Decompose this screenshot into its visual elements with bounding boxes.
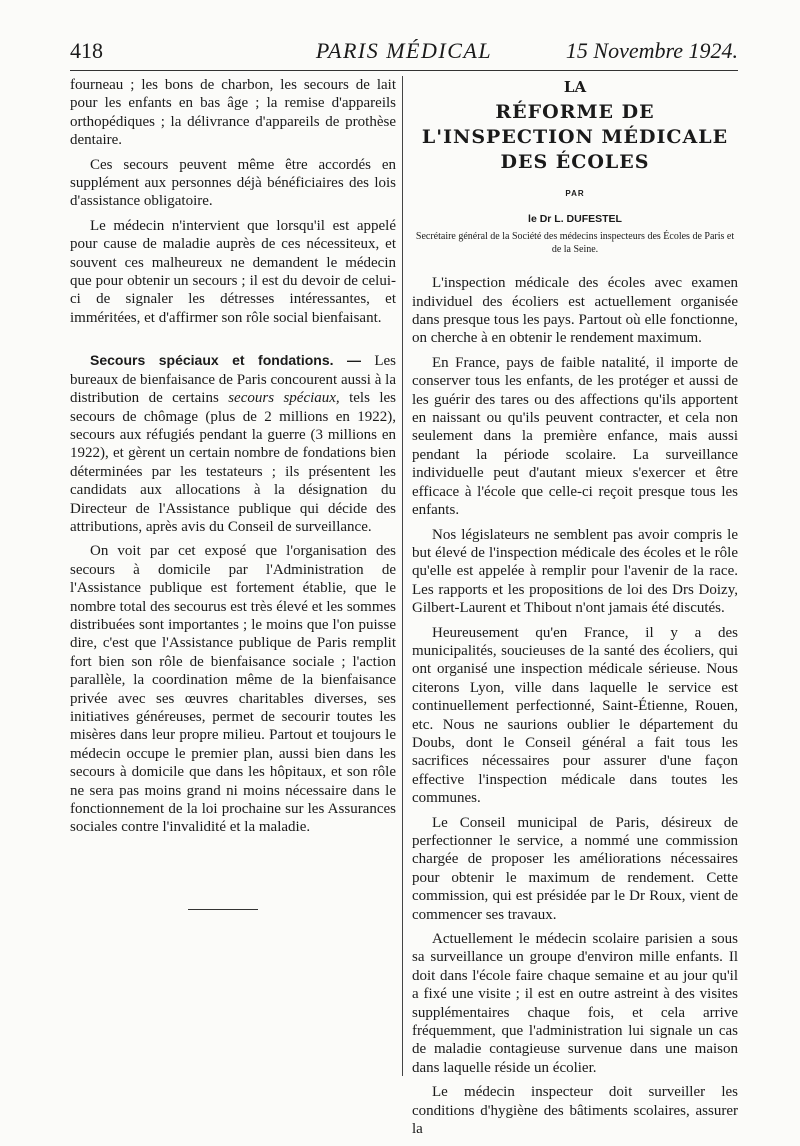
right-paragraph: Nos législateurs ne semblent pas avoir compris le but élevé de l'inspection médicale des écoles et le rôle qu'elle est appelée à remplir pour l'avenir de la race. Les rapports et les propositions de loi des Drs Doizy, Gilbert-Laurent et Thibout n'ont jamais été discutés.	[412, 526, 738, 617]
column-divider	[402, 76, 403, 1076]
section-subhead: Secours spéciaux et fondations. —	[90, 352, 361, 369]
left-paragraph: fourneau ; les bons de charbon, les secours de lait pour les enfants en bas âge ; la remise d'appareils orthopédiques ; la délivrance d'appareils de prothèse dentaire.	[70, 77, 396, 149]
issue-date: 15 Novembre 1924.	[565, 38, 738, 63]
left-paragraph: On voit par cet exposé que l'organisation des secours à domicile par l'Administration de l'Assistance publique est fortement établie, que le nombre total des secourus est très élevé et les sommes distribuées sont importantes ; le moins que l'on puisse dire, c'est que l'Assistance publique de Paris remplit fort bien son rôle de bienfaisance sociale ; l'action parallèle, la coordination même de la bienfaisance privée avec ses œuvres charitables diverses, ses initiatives généreuses, permet de secourir toutes les misères dans leur propre milieu. Partout et toujours le médecin occupe le premier plan, aussi bien dans les secours à domicile que dans les hôpitaux, et son rôle ne sera pas moins grand ni moins nécessaire dans le fonctionnement de la loi prochaine sur les Assurances sociales contre l'invalidité et la maladie.	[70, 543, 396, 836]
right-paragraph: Heureusement qu'en France, il y a des municipalités, soucieuses de la santé des écoliers, qui ont organisé une inspection médicale sérieuse. Nous citerons Lyon, ville dans laquelle le service est continuellement perfectionné, Saint-Étienne, Rouen, etc. Nous ne saurions oublier le département du Doubs, dont le Conseil général a fait tous les sacrifices nécessaires pour assurer d'une façon effective l'inspection médicale dans toutes les communes.	[412, 624, 738, 807]
journal-title: PARIS MÉDICAL	[315, 38, 493, 63]
end-mark	[188, 909, 258, 910]
page-number: 418	[70, 38, 103, 63]
emphasis-text: secours spéciaux,	[228, 390, 340, 407]
article-title: RÉFORME DE L'INSPECTION MÉDICALE DES ÉCOLES	[421, 101, 729, 174]
right-paragraph: En France, pays de faible natalité, il importe de conserver tous les enfants, de les protéger et aussi de les guérir des tares ou des affections qu'ils apportent en naissant ou qu'ils peuvent contracter, et cela non seulement dans la première enfance, mais aussi pendant la période scolaire. La surveillance individuelle peut d'autant mieux s'exercer et être efficace à l'école que celle-ci reçoit presque tous les enfants.	[412, 354, 738, 519]
left-column	[70, 76, 396, 910]
left-paragraph: Ces secours peuvent même être accordés en supplément aux personnes déjà bénéficiaires des lois d'assistance obligatoire.	[70, 156, 396, 210]
right-paragraph: Le médecin inspecteur doit surveiller les conditions d'hygiène des bâtiments scolaires, assurer la	[412, 1084, 738, 1138]
right-paragraph: Actuellement le médecin scolaire parisien a sous sa surveillance un groupe d'environ mille enfants. Il doit dans l'école faire chaque semaine et au jour qu'il a fixé une visite ; il est en outre astreint à des visites supplémentaires chaque fois, et cela arrive fréquemment, que l'administration lui signale un cas de maladie contagieuse survenue dans une maison dans laquelle réside un écolier.	[412, 931, 738, 1076]
article-affiliation: Secrétaire général de la Société des médecins inspecteurs des Écoles de Paris et de la Seine.	[415, 231, 735, 256]
left-paragraph: Le médecin n'intervient que lorsqu'il est appelé pour cause de maladie auprès de ces nécessiteux, et souvent ces malheureux ne demandent le médecin que pour obtenir un secours ; il est du devoir de celui-ci de signaler les détresses intéressantes, et imméritées, et d'affirmer son rôle social bienfaisant.	[70, 217, 396, 326]
article-kicker: LA	[563, 78, 587, 96]
header-rule	[70, 70, 738, 71]
right-column	[412, 76, 738, 1145]
running-head	[70, 38, 738, 74]
article-author: le Dr L. DUFESTEL	[528, 212, 622, 225]
right-paragraph: Le Conseil municipal de Paris, désireux de perfectionner le service, a nommé une commission chargée de proposer les améliorations nécessaires pour obtenir le maximum de rendement. Cette commission, qui est présidée par le Dr Roux, vient de commencer ses travaux.	[412, 814, 738, 923]
article-by: PAR	[565, 189, 585, 199]
left-paragraph-secours: Secours spéciaux et fondations. — Les bureaux de bienfaisance de Paris concourent aussi à la distribution de certains secours spéciaux, tels les secours de chômage (plus de 2 millions en 1922), secours aux réfugiés pendant la guerre (3 millions en 1922), et gèrent un certain nombre de fondations bien déterminées par les testateurs ; ils présentent les candidats aux allocations à la désignation du Directeur de l'Assistance publique qui décide des attributions, après avis du Conseil de surveillance.	[70, 352, 397, 535]
right-paragraph: L'inspection médicale des écoles avec examen individuel des écoliers est actuellement organisée dans presque tous les pays. Partout où elle fonctionne, on cherche à en obtenir le rendement maximum.	[412, 275, 738, 347]
